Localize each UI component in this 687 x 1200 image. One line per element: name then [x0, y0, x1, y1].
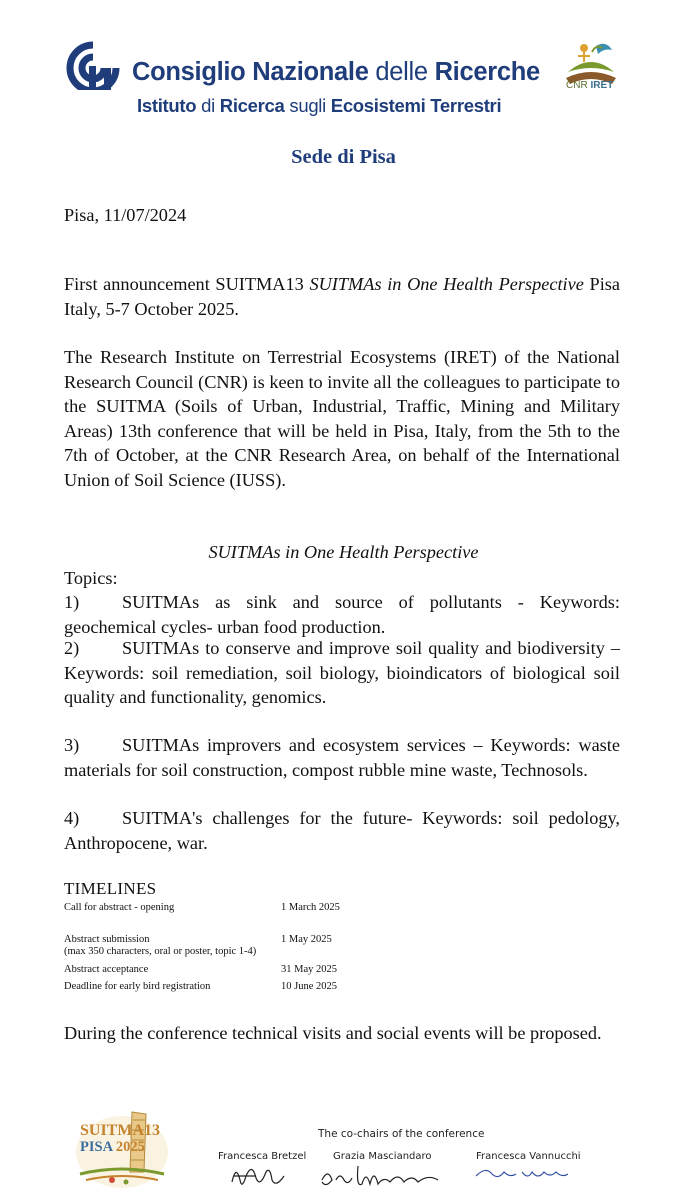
seat-title: Sede di Pisa: [291, 146, 396, 168]
announcement: [64, 272, 620, 321]
announcement-before: First announcement SUITMA13: [64, 274, 310, 294]
topic-number: 3): [64, 735, 80, 755]
timeline-date: 10 June 2025: [281, 981, 337, 992]
chair-name: Francesca Vannucchi: [476, 1151, 581, 1162]
inst-name-part3: Ricerca: [219, 95, 285, 116]
org-name-part3: Ricerche: [434, 58, 540, 86]
inst-name-part4: sugli: [289, 95, 326, 116]
cnr-logo-icon: [64, 40, 122, 90]
timeline-label: Abstract submission: [64, 934, 150, 945]
pisa-word: PISA: [80, 1139, 113, 1155]
suitma-number: 13: [144, 1122, 161, 1139]
inst-name-part1: Istituto: [137, 95, 197, 116]
iret-prefix: CNR: [566, 80, 588, 91]
timeline-date: 1 March 2025: [281, 902, 340, 913]
timeline-label: Call for abstract - opening: [64, 902, 175, 913]
signature-vannucchi-icon: [472, 1158, 572, 1188]
announcement-after: Pisa Italy, 5-7 October 2025.: [64, 274, 621, 319]
topic-item: [64, 590, 620, 639]
topic-item: [64, 636, 620, 710]
iret-suffix: IRET: [590, 80, 614, 91]
org-name-part2: delle: [375, 58, 428, 86]
pisa-year: 2025: [115, 1139, 145, 1155]
org-name-part1: Consiglio Nazionale: [132, 58, 369, 86]
topic-text: SUITMAs to conserve and improve soil quality and biodiversity – Keywords: soil remediation, soil biology, bioindicators of biological soil quality and functionality, genomics.: [64, 638, 620, 707]
pisa-wordmark: [80, 1139, 145, 1156]
inst-name-part2: di: [201, 95, 215, 116]
topic-text: SUITMA's challenges for the future- Keywords: soil pedology, Anthropocene, war.: [64, 808, 620, 853]
conference-subtitle: SUITMAs in One Health Perspective: [208, 542, 479, 562]
timelines-title: TIMELINES: [64, 879, 157, 898]
organization-name: [132, 58, 540, 87]
chair-name: Francesca Bretzel: [218, 1151, 307, 1162]
timeline-label: Deadline for early bird registration: [64, 981, 211, 992]
topic-item: [64, 806, 620, 855]
topic-text: SUITMAs as sink and source of pollutants - Keywords: geochemical cycles- urban food production.: [64, 592, 620, 637]
letterhead: [0, 0, 687, 130]
topics-label: Topics:: [64, 568, 118, 588]
topic-item: [64, 733, 620, 782]
signature-masciandaro-icon: [318, 1158, 448, 1194]
timeline-label: Abstract acceptance: [64, 964, 149, 975]
topic-number: 1): [64, 592, 80, 612]
signature-bretzel-icon: [226, 1158, 296, 1194]
institute-name: [137, 95, 501, 117]
topic-text: SUITMAs improvers and ecosystem services – Keywords: waste materials for soil construction, compost rubble mine waste, Technosols.: [64, 735, 620, 780]
chair-name: Grazia Masciandaro: [333, 1151, 432, 1162]
iret-label: [566, 80, 613, 91]
cochairs-label: The co-chairs of the conference: [318, 1128, 485, 1140]
letter-date: Pisa, 11/07/2024: [64, 205, 187, 225]
timeline-date: 31 May 2025: [281, 964, 337, 975]
timeline-note: (max 350 characters, oral or poster, topic 1-4): [64, 946, 257, 957]
suitma-word: SUITMA: [80, 1122, 145, 1139]
inst-name-part5: Ecosistemi Terrestri: [330, 95, 502, 116]
topic-number: 4): [64, 808, 80, 828]
timeline-date: 1 May 2025: [281, 934, 332, 945]
closing-paragraph: During the conference technical visits and social events will be proposed.: [64, 1023, 602, 1043]
announcement-italic: SUITMAs in One Health Perspective: [309, 274, 584, 294]
suitma-wordmark: [80, 1122, 160, 1140]
topic-number: 2): [64, 638, 80, 658]
intro-paragraph: The Research Institute on Terrestrial Ecosystems (IRET) of the National Research Council (CNR) is keen to invite all the colleagues to participate to the SUITMA (Soils of Urban, Industrial, Traffic, Mining and Military Areas) 13th conference that will be held in Pisa, Italy, from the 5th to the 7th of October, at the CNR Research Area, on behalf of the International Union of Soil Science (IUSS).: [64, 347, 620, 490]
